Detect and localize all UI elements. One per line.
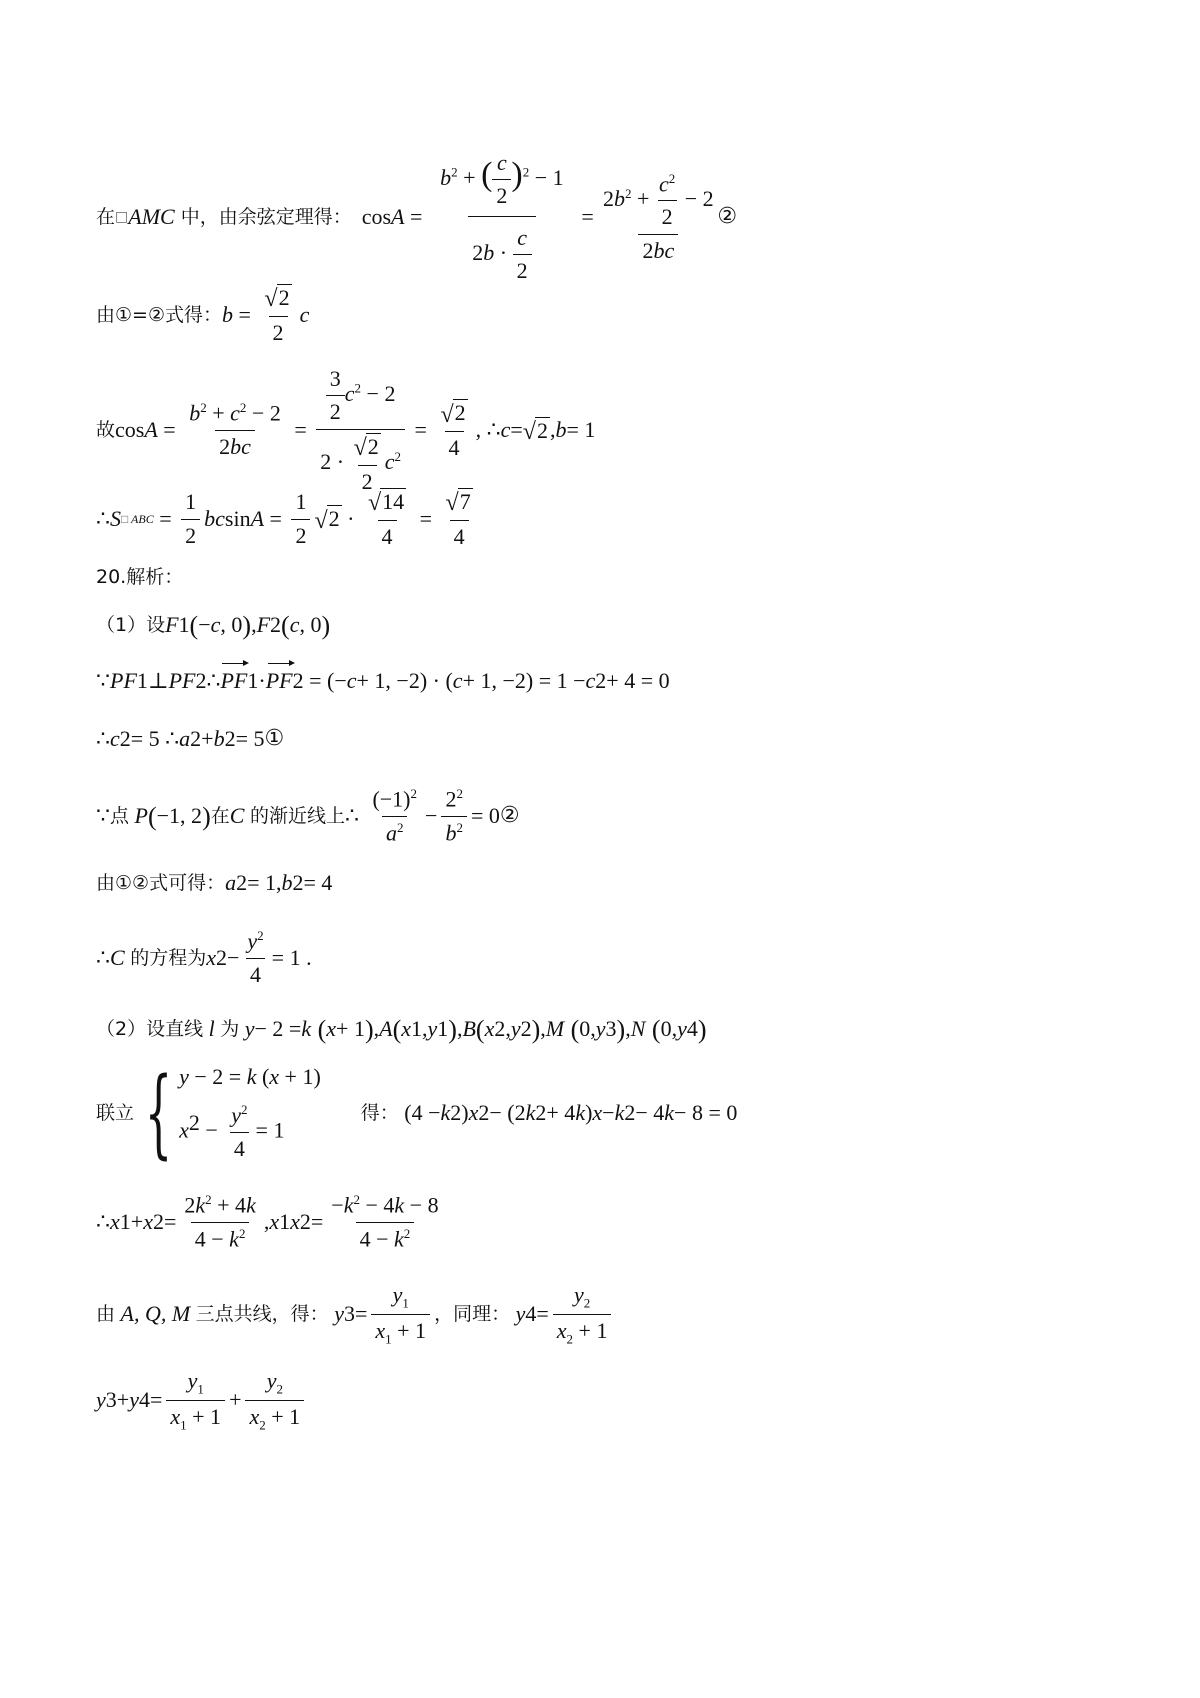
text-l15a: 由 (96, 1303, 116, 1326)
formula-ab-values: 由①②式可得： a 2 = 1, b 2 = 4 (96, 870, 333, 895)
formula-foci: （1）设 F 1 ( − c , 0 ) , F 2 ( c , 0 ) (96, 611, 331, 640)
heading-text: 20.解析： (96, 566, 184, 588)
fraction: √ 2 4 (440, 400, 466, 461)
fraction: $\frac{3}{2}$ $c^2 - 2$ 2 · √ 2 2 $c^2$ (316, 366, 405, 495)
formula-area: ∴ S □ ABC = $\frac{1}{2}$ bc sin A = $\frac{1}{2}$ √ 2 · √ 14 4 = √ 7 4 (96, 489, 471, 549)
formula-line-l: （2）设直线 l 为 y − 2 = k ( x + 1 ) , A ( x 1 , y 1 ) , B ( x 2 , y 2 ) , M ( 0, y 3 ) , N ( 0, y 4 ) (96, 1015, 707, 1044)
text-l12a: （2）设直线 (96, 1018, 204, 1041)
section-heading-20 (96, 566, 183, 589)
formula-asymptote: ∵ 点 P ( −1, 2 ) 在 C 的渐近线上 ∴ $\frac{(-1)^2}{a^2}$ − $\frac{2^2}{b^2}$ = 0 ② (96, 786, 520, 846)
text-l9a: 点 (110, 804, 130, 827)
text-l9b: 在 (210, 804, 230, 827)
fraction: $\frac{b^2 + c^2 - 2}{2bc}$ (189, 400, 281, 460)
text-l6: （1）设 (96, 614, 166, 637)
circle-1: ① (264, 726, 285, 751)
fraction: √ 2 2 (264, 285, 290, 345)
text-l12b: 为 (220, 1018, 240, 1041)
text-l1: 中，由余弦定理得： (180, 205, 352, 228)
text-l15c: ，同理： (434, 1303, 511, 1326)
formula-b-relation: 由①=②式得： b = √ 2 2 c (96, 285, 310, 345)
text-l9c: 的渐近线上 (249, 804, 345, 827)
formula-equation-C: ∴ C 的方程为 x 2 − $\frac{y^2}{4}$ = 1 . (96, 928, 312, 987)
triangle-symbol: □ (115, 208, 129, 225)
text-l10: 由①②式可得： (96, 871, 226, 894)
equation-system: y − 2 = k (x + 1) $x^2$ − $\frac{y^2}{4}$ = 1 (179, 1063, 321, 1161)
formula-vieta: ∴ x 1 + x 2 = $\frac{2k^2 + 4k}{4 - k^2}$ , x 1 x 2 = $\frac{-k^2 - 4k - 8}{4 - k^2}$ (96, 1192, 439, 1252)
formula-c-squared: ∴ c 2 = 5 ∴ a 2 + b 2 = 5 ① (96, 726, 285, 751)
text-l1-tri: AMC (128, 204, 175, 230)
formula-perpendicular: ∵ PF 1 ⊥ PF 2 ∴ PF 1 · PF 2 = (− c + 1, −2) · ( c + 1, −2) = 1 − c 2 + 4 = 0 (96, 668, 670, 693)
formula-collinear: 由 A, Q, M 三点共线，得： y 3 = $\frac{y_1}{x_1 + 1}$ ，同理： y 4 = $\frac{y_2}{x_2 + 1}$ (96, 1282, 615, 1347)
text-l3: 故 (96, 419, 116, 442)
text-l13a: 联立 (96, 1101, 135, 1124)
brace-icon: { (144, 1057, 173, 1169)
formula-cosA-amc: 在 □ AMC 中，由余弦定理得： cos A = $b^2$ + ( $\frac{c}{2}$ )$^2$ − 1 2b · $\frac{c}{2}$ = $2b^2$ + $\frac{c^2}{2}$ − 2 2bc ② (96, 150, 738, 284)
formula-y3-plus-y4: y 3 + y 4 = $\frac{y_1}{x_1 + 1}$ + $\frac{y_2}{x_2 + 1}$ (96, 1368, 308, 1433)
text-l2: 由①=②式得： (96, 303, 222, 326)
fraction: $b^2$ + ( $\frac{c}{2}$ )$^2$ − 1 2b · $\frac{c}{2}$ (440, 150, 564, 284)
text-l11: 的方程为 (130, 946, 207, 969)
formula-cosA-solve: 故 cos A = $\frac{b^2 + c^2 - 2}{2bc}$ = $\frac{3}{2}$ $c^2 - 2$ 2 · √ 2 2 $c^2$ = √ 2 4 , ∴ c = √ 2 , b = 1 (96, 366, 596, 494)
text-l15b: 三点共线，得： (195, 1303, 329, 1326)
circle-2: ② (717, 204, 738, 230)
text-l1-prefix: 在 (96, 205, 116, 228)
circle-2b: ② (499, 803, 520, 829)
text-l13b: 得： (360, 1101, 399, 1124)
fraction: $2b^2$ + $\frac{c^2}{2}$ − 2 2bc (603, 170, 714, 263)
formula-system: 联立 { y − 2 = k (x + 1) $x^2$ − $\frac{y^2}{4}$ = 1 得： (4 − k 2 ) x 2 − (2 k 2 + 4 k ) x − k 2 − 4 k − 8 = 0 (96, 1057, 738, 1169)
